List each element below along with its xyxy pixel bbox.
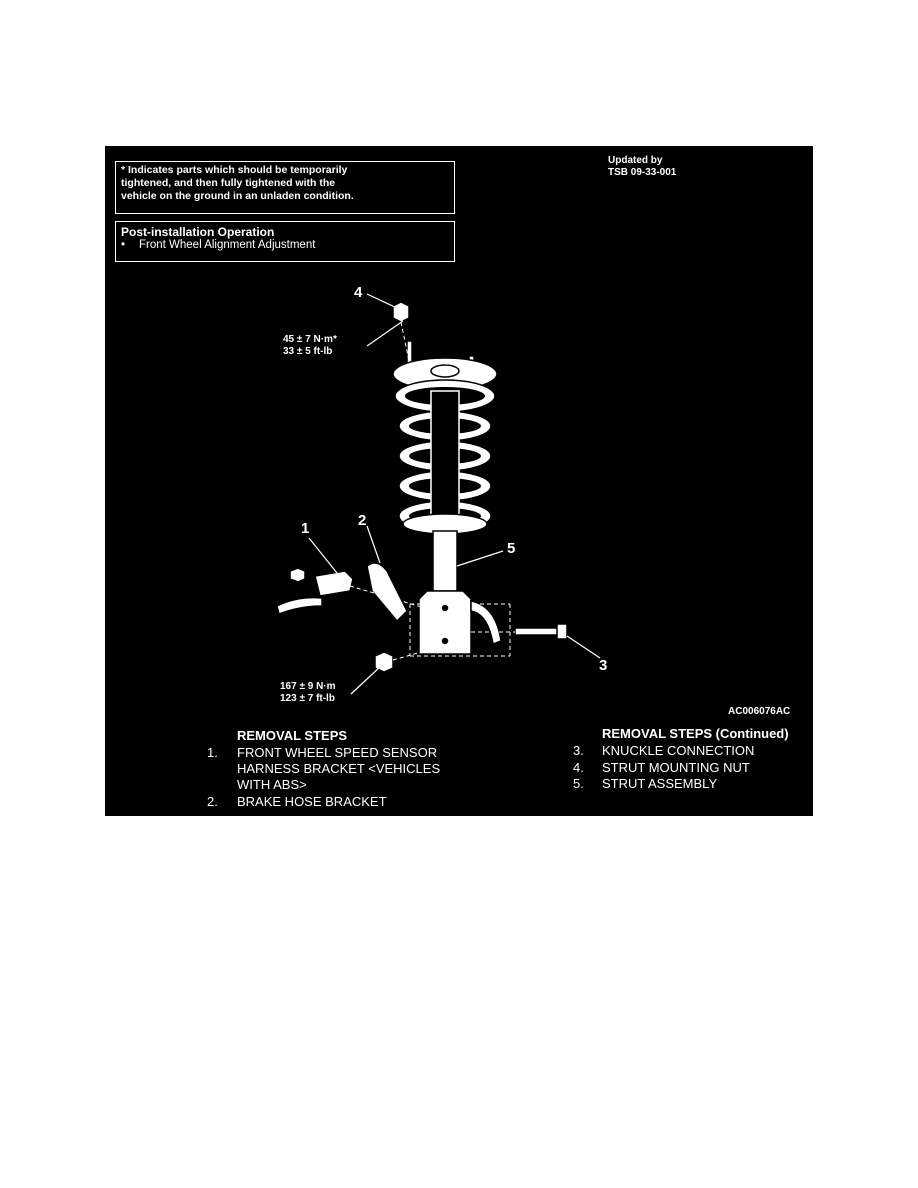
callout-5: 5 bbox=[507, 540, 516, 557]
callout-2: 2 bbox=[358, 512, 367, 529]
removal-steps-continued-title: REMOVAL STEPS (Continued) bbox=[602, 726, 789, 741]
step-2-number: 2. bbox=[207, 794, 218, 809]
strut-assembly-illustration bbox=[105, 146, 813, 816]
torque-knuckle-nut: 167 ± 9 N·m 123 ± 7 ft-lb bbox=[280, 681, 336, 704]
torque-strut-nut: 45 ± 7 N·m* 33 ± 5 ft-lb bbox=[283, 334, 337, 357]
callout-1: 1 bbox=[301, 520, 310, 537]
callout-4: 4 bbox=[354, 284, 363, 301]
step-4-number: 4. bbox=[573, 760, 584, 775]
step-3-text: KNUCKLE CONNECTION bbox=[602, 743, 755, 758]
removal-steps-title: REMOVAL STEPS bbox=[237, 728, 348, 743]
post-installation-item-text: Front Wheel Alignment Adjustment bbox=[139, 239, 316, 251]
knuckle-arm bbox=[471, 601, 501, 644]
diagram-panel bbox=[105, 146, 813, 816]
removal-steps-left bbox=[105, 728, 465, 818]
bullet: • bbox=[121, 239, 126, 251]
removal-steps-right bbox=[565, 726, 813, 796]
brake-hose-bracket bbox=[367, 563, 407, 621]
step-3-number: 3. bbox=[573, 743, 584, 758]
sensor-harness bbox=[277, 598, 322, 614]
step-2-line-1: BRAKE HOSE BRACKET bbox=[237, 794, 387, 809]
harness-bracket bbox=[315, 571, 353, 596]
knuckle-bolt-head bbox=[557, 624, 567, 639]
callout-3: 3 bbox=[599, 657, 608, 674]
upper-mount-center bbox=[431, 365, 459, 377]
note-text: * Indicates parts which should be temporarily tightened, and then fully tightened with the vehicle on the ground in an unladen condition. bbox=[121, 164, 354, 202]
update-note: Updated by TSB 09-33-001 bbox=[608, 155, 677, 178]
step-1-line-1: FRONT WHEEL SPEED SENSOR bbox=[237, 745, 438, 760]
strut-body bbox=[433, 531, 457, 591]
step-1-number: 1. bbox=[207, 745, 218, 760]
step-5-number: 5. bbox=[573, 776, 584, 791]
step-1-line-3: WITH ABS> bbox=[237, 777, 307, 792]
harness-clip bbox=[290, 568, 305, 582]
strut-mounting-nut-shape bbox=[393, 302, 409, 322]
post-installation-heading: Post-installation Operation bbox=[121, 225, 275, 239]
step-1-line-2: HARNESS BRACKET <VEHICLES bbox=[237, 761, 441, 776]
knuckle-bolt bbox=[515, 628, 559, 635]
figure-id: AC006076AC bbox=[728, 706, 791, 717]
step-4-text: STRUT MOUNTING NUT bbox=[602, 760, 750, 775]
step-5-text: STRUT ASSEMBLY bbox=[602, 776, 718, 791]
